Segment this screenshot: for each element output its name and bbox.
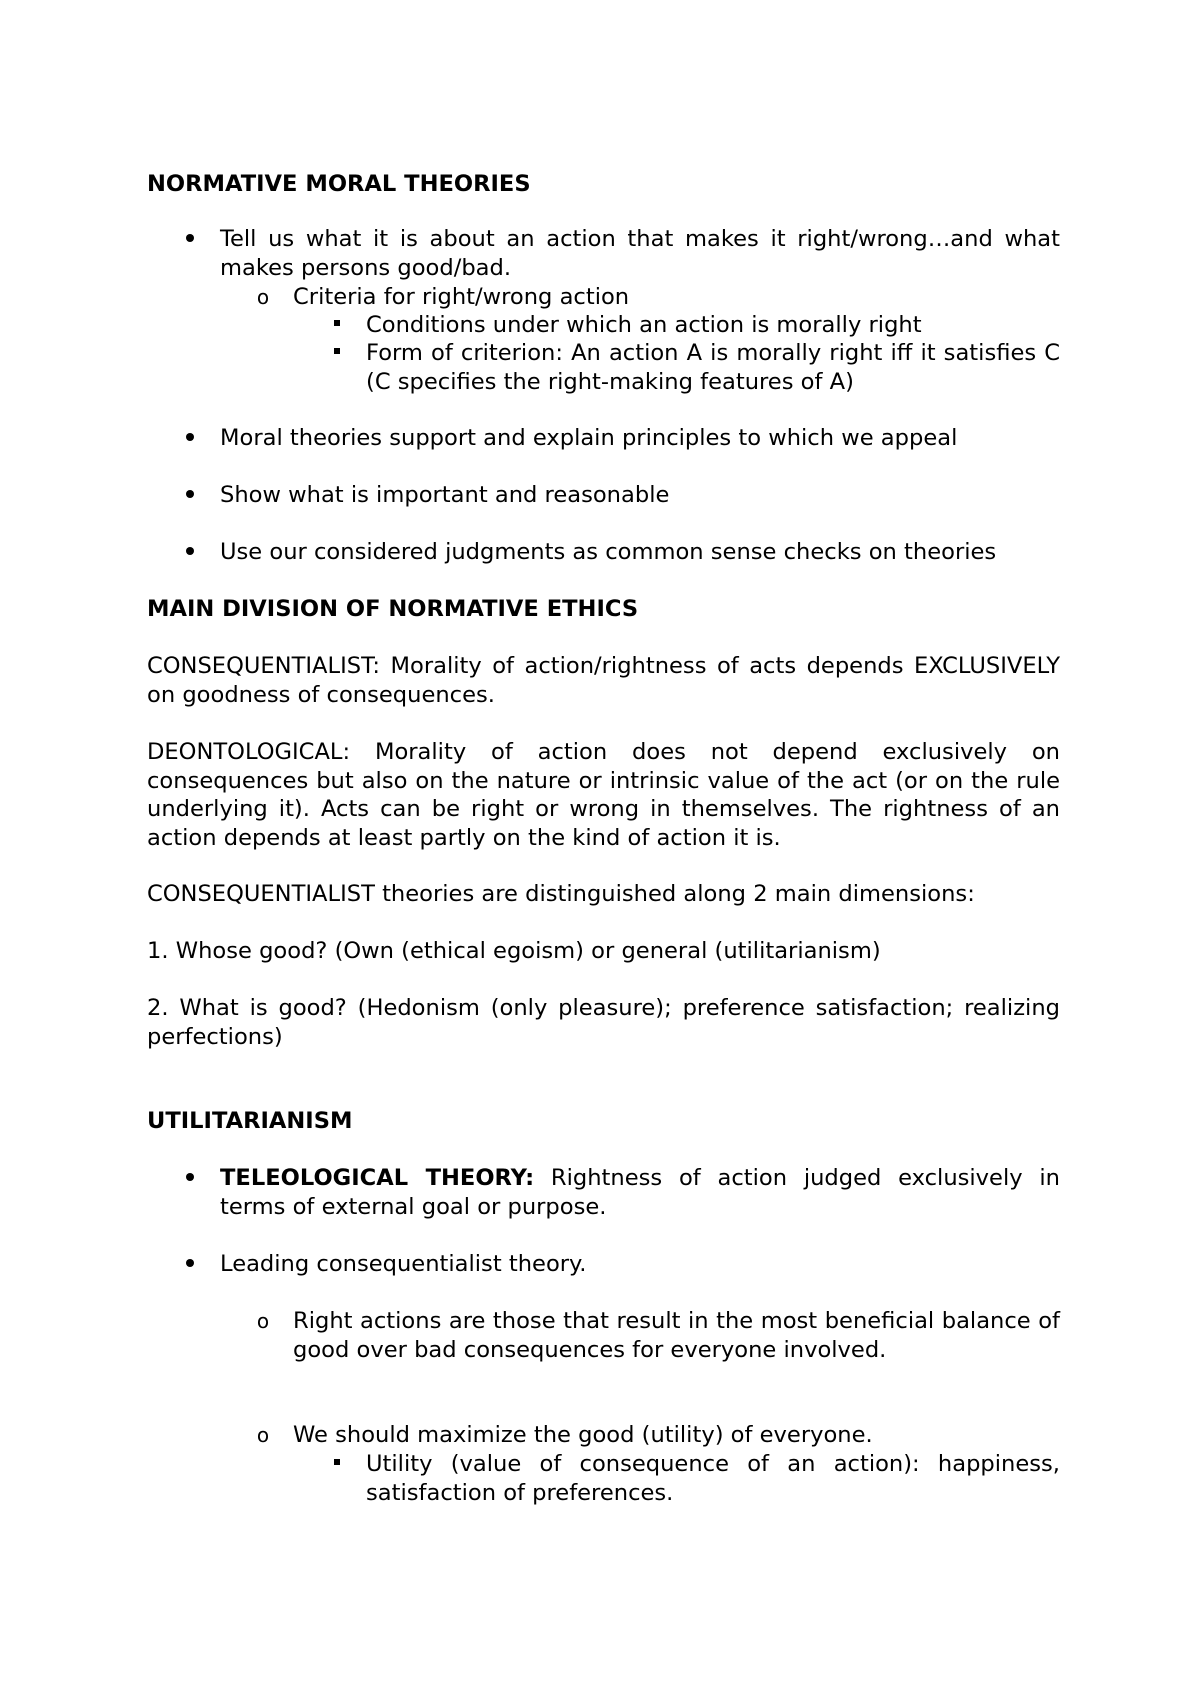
heading-normative-moral-theories: NORMATIVE MORAL THEORIES (147, 171, 531, 197)
bullet-dot-icon (180, 225, 200, 254)
subsub-form-of-criterion: Form of criterion: An action A is morally right iff it satisfies C (C specifies the right-making features of A) (366, 340, 1060, 395)
bullet-tell-us: Tell us what it is about an action that makes it right/wrong…and what makes persons good/bad. (220, 226, 1060, 281)
bullet-leading-theory: Leading consequentialist theory. (220, 1251, 587, 1277)
circle-bullet-icon: o (256, 1423, 270, 1447)
item-what-is-good: 2. What is good? (Hedonism (only pleasure); preference satisfaction; realizing perfections) (147, 995, 1060, 1050)
para-consequentialist: CONSEQUENTIALIST: Morality of action/rightness of acts depends EXCLUSIVELY on goodness of consequences. (147, 653, 1060, 708)
subsub-conditions: Conditions under which an action is morally right (366, 312, 922, 338)
teleological-text: Rightness of action judged exclusively in terms of external goal or purpose. (220, 1165, 1060, 1220)
bullet-dot-icon (180, 424, 200, 453)
bullet-dot-icon (180, 1250, 200, 1279)
bullet-dot-icon (180, 481, 200, 510)
sub-maximize-good: We should maximize the good (utility) of everyone. (293, 1422, 873, 1448)
sub-right-actions: Right actions are those that result in the most beneficial balance of good over bad consequences for everyone involved. (293, 1308, 1060, 1363)
teleological-label: TELEOLOGICAL THEORY: (220, 1165, 535, 1191)
circle-bullet-icon: o (256, 1309, 270, 1333)
square-bullet-icon (327, 311, 347, 340)
subsub-utility: Utility (value of consequence of an action): happiness, satisfaction of preferences. (366, 1451, 1060, 1506)
square-bullet-icon (327, 1450, 347, 1479)
bullet-moral-theories: Moral theories support and explain principles to which we appeal (220, 425, 958, 451)
bullet-dot-icon (180, 1164, 200, 1193)
para-deontological: DEONTOLOGICAL: Morality of action does not depend exclusively on consequences but also on the nature or intrinsic value of the act (or on the rule underlying it). Acts can be right or wrong in themselves. The rightness of an action depends at least partly on the kind of action it is. (147, 739, 1060, 851)
bullet-show-important: Show what is important and reasonable (220, 482, 670, 508)
bullet-teleological (220, 1164, 1060, 1221)
item-whose-good: 1. Whose good? (Own (ethical egoism) or general (utilitarianism) (147, 938, 881, 964)
heading-main-division: MAIN DIVISION OF NORMATIVE ETHICS (147, 596, 639, 622)
circle-bullet-icon: o (256, 285, 270, 309)
bullet-dot-icon (180, 538, 200, 567)
heading-utilitarianism: UTILITARIANISM (147, 1108, 353, 1134)
sub-criteria: Criteria for right/wrong action (293, 284, 630, 310)
bullet-considered-judgments: Use our considered judgments as common sense checks on theories (220, 539, 997, 565)
para-dimensions: CONSEQUENTIALIST theories are distinguished along 2 main dimensions: (147, 881, 975, 907)
square-bullet-icon (327, 339, 347, 368)
